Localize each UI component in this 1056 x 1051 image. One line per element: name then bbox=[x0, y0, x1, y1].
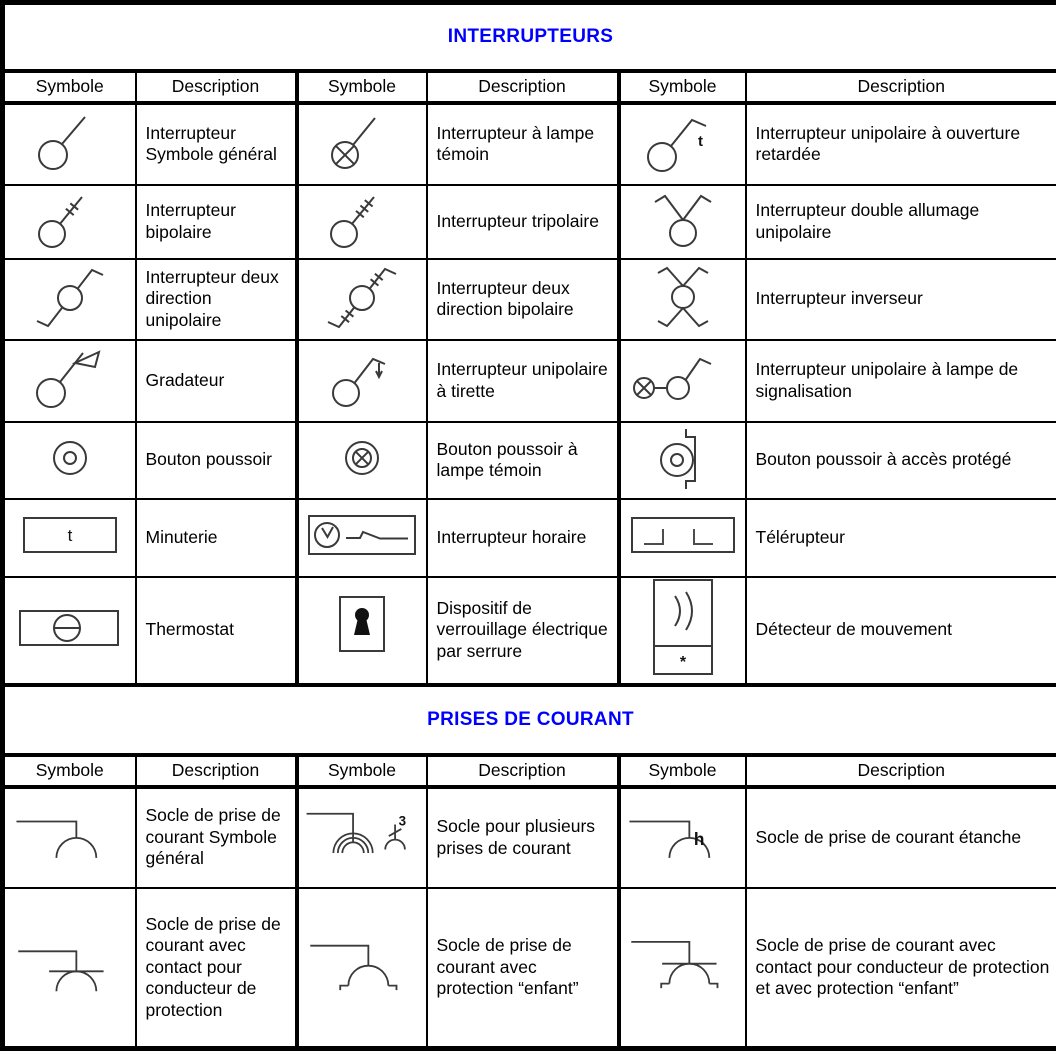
column-header-symbole: Symbole bbox=[619, 755, 746, 787]
push-button-icon bbox=[25, 427, 115, 489]
column-header-description: Description bbox=[427, 71, 619, 103]
description-cell bbox=[746, 577, 1056, 685]
symbol-cell bbox=[619, 888, 746, 1049]
description-text: Interrupteur double allumage unipolaire bbox=[756, 200, 980, 242]
description-cell bbox=[136, 499, 297, 577]
socket-earth-icon bbox=[11, 935, 129, 995]
svg-text:h: h bbox=[693, 829, 704, 849]
description-text: Télérupteur bbox=[756, 527, 846, 547]
symbol-cell bbox=[297, 185, 427, 259]
description-cell bbox=[427, 787, 619, 888]
symbol-cell bbox=[619, 103, 746, 185]
svg-text:3: 3 bbox=[399, 813, 406, 828]
description-text: Dispositif de verrouillage électrique par serrure bbox=[437, 598, 608, 661]
description-text: Socle de prise de courant Symbole général bbox=[146, 805, 281, 868]
svg-text:t: t bbox=[698, 133, 703, 150]
description-text: Gradateur bbox=[146, 370, 225, 390]
table-row bbox=[3, 888, 1056, 1049]
push-button-protected-icon bbox=[635, 423, 731, 493]
description-cell bbox=[427, 422, 619, 499]
dimmer-icon bbox=[15, 341, 125, 415]
description-cell bbox=[136, 888, 297, 1049]
symbol-cell bbox=[619, 259, 746, 340]
description-cell bbox=[746, 422, 1056, 499]
remote-switch-icon bbox=[628, 511, 738, 559]
symbol-cell bbox=[3, 577, 136, 685]
switch-double-unipolar-icon bbox=[635, 186, 731, 252]
symbol-cell bbox=[297, 422, 427, 499]
description-cell bbox=[427, 499, 619, 577]
column-header-symbole: Symbole bbox=[3, 71, 136, 103]
table-row bbox=[3, 499, 1056, 577]
symbol-cell bbox=[297, 499, 427, 577]
description-cell bbox=[136, 340, 297, 422]
column-header-description: Description bbox=[136, 71, 297, 103]
description-text: Interrupteur bipolaire bbox=[146, 200, 236, 242]
description-cell bbox=[746, 259, 1056, 340]
symbol-cell bbox=[3, 422, 136, 499]
description-text: Interrupteur unipolaire à lampe de signalisation bbox=[756, 359, 1019, 401]
column-header-description: Description bbox=[746, 755, 1056, 787]
column-header-description: Description bbox=[427, 755, 619, 787]
column-header-symbole: Symbole bbox=[3, 755, 136, 787]
socket-child-protection-icon bbox=[303, 933, 421, 997]
description-text: Socle de prise de courant avec contact pour conducteur de protection bbox=[146, 914, 281, 1020]
switch-two-way-unipolar-icon bbox=[20, 262, 120, 332]
column-header-symbole: Symbole bbox=[619, 71, 746, 103]
description-text: Détecteur de mouvement bbox=[756, 619, 953, 639]
symbol-cell bbox=[619, 340, 746, 422]
column-header-description: Description bbox=[746, 71, 1056, 103]
symbol-cell bbox=[3, 888, 136, 1049]
description-text: Interrupteur à lampe témoin bbox=[437, 123, 595, 165]
description-cell bbox=[136, 185, 297, 259]
symbol-cell bbox=[619, 499, 746, 577]
description-text: Thermostat bbox=[146, 619, 235, 639]
switch-tripolar-icon bbox=[310, 186, 414, 252]
switch-two-way-bipolar-icon bbox=[310, 260, 414, 334]
socket-multiple-icon bbox=[303, 803, 421, 867]
switch-general-icon bbox=[15, 105, 125, 179]
description-cell bbox=[746, 787, 1056, 888]
description-cell bbox=[746, 340, 1056, 422]
symbol-cell bbox=[619, 577, 746, 685]
table-row bbox=[3, 422, 1056, 499]
push-button-lamp-icon bbox=[317, 427, 407, 489]
section-title-prises: PRISES DE COURANT bbox=[3, 685, 1056, 755]
description-text: Interrupteur deux direction unipolaire bbox=[146, 267, 279, 330]
column-header-description: Description bbox=[136, 755, 297, 787]
symbol-cell bbox=[3, 340, 136, 422]
symbol-cell bbox=[297, 103, 427, 185]
description-cell bbox=[427, 103, 619, 185]
switch-pull-cord-icon bbox=[312, 342, 412, 414]
description-cell bbox=[746, 185, 1056, 259]
description-cell bbox=[427, 259, 619, 340]
description-text: Interrupteur deux direction bipolaire bbox=[437, 278, 574, 320]
symbol-cell bbox=[3, 103, 136, 185]
description-text: Interrupteur unipolaire à ouverture retardée bbox=[756, 123, 1021, 165]
description-text: Bouton poussoir à accès protégé bbox=[756, 449, 1012, 469]
column-header-symbole: Symbole bbox=[297, 755, 427, 787]
description-cell bbox=[136, 103, 297, 185]
switch-delayed-opening-icon bbox=[628, 105, 738, 179]
description-text: Minuterie bbox=[146, 527, 218, 547]
description-cell bbox=[746, 888, 1056, 1049]
description-cell bbox=[427, 340, 619, 422]
description-cell bbox=[136, 577, 297, 685]
description-text: Bouton poussoir bbox=[146, 449, 272, 469]
symbol-cell bbox=[297, 340, 427, 422]
description-cell bbox=[746, 499, 1056, 577]
lock-device-icon bbox=[312, 592, 412, 664]
description-text: Interrupteur unipolaire à tirette bbox=[437, 359, 608, 401]
switch-inverter-icon bbox=[639, 262, 727, 332]
symbol-cell bbox=[619, 185, 746, 259]
table-row bbox=[3, 259, 1056, 340]
symbol-cell bbox=[619, 422, 746, 499]
description-cell bbox=[136, 787, 297, 888]
table-row bbox=[3, 185, 1056, 259]
thermostat-icon bbox=[15, 600, 125, 656]
socket-waterproof-icon bbox=[624, 807, 742, 863]
symbol-cell bbox=[297, 787, 427, 888]
table-row bbox=[3, 787, 1056, 888]
symbol-cell bbox=[619, 787, 746, 888]
description-text: Interrupteur tripolaire bbox=[437, 211, 599, 231]
switch-bipolar-icon bbox=[18, 186, 122, 252]
description-cell bbox=[136, 422, 297, 499]
switch-signal-lamp-icon bbox=[628, 348, 738, 408]
description-text: Socle de prise de courant étanche bbox=[756, 827, 1022, 847]
time-switch-icon bbox=[306, 508, 418, 562]
symbol-cell bbox=[3, 185, 136, 259]
symbol-cell bbox=[297, 888, 427, 1049]
description-text: Interrupteur Symbole général bbox=[146, 123, 277, 165]
motion-detector-icon bbox=[633, 578, 733, 678]
description-text: Socle pour plusieurs prises de courant bbox=[437, 816, 596, 858]
symbol-cell bbox=[297, 259, 427, 340]
description-text: Bouton poussoir à lampe témoin bbox=[437, 439, 578, 481]
switch-indicator-lamp-icon bbox=[307, 105, 417, 179]
description-text: Interrupteur horaire bbox=[437, 527, 587, 547]
table-row bbox=[3, 103, 1056, 185]
svg-text:*: * bbox=[679, 654, 686, 671]
table-row bbox=[3, 577, 1056, 685]
description-cell bbox=[746, 103, 1056, 185]
socket-general-icon bbox=[11, 807, 129, 863]
description-cell bbox=[427, 888, 619, 1049]
symbol-cell bbox=[3, 787, 136, 888]
description-text: Socle de prise de courant avec contact pour conducteur de protection et avec protection “enfant” bbox=[756, 935, 1050, 998]
symbol-cell bbox=[3, 499, 136, 577]
timer-icon bbox=[15, 508, 125, 562]
svg-text:t: t bbox=[67, 526, 72, 545]
socket-earth-child-icon bbox=[624, 931, 742, 998]
symbol-cell bbox=[297, 577, 427, 685]
symbol-cell bbox=[3, 259, 136, 340]
description-cell bbox=[136, 259, 297, 340]
table-row bbox=[3, 340, 1056, 422]
description-cell bbox=[427, 185, 619, 259]
column-header-symbole: Symbole bbox=[297, 71, 427, 103]
description-text: Socle de prise de courant avec protection “enfant” bbox=[437, 935, 579, 998]
description-cell bbox=[427, 577, 619, 685]
description-text: Interrupteur inverseur bbox=[756, 288, 923, 308]
section-title-interrupteurs: INTERRUPTEURS bbox=[3, 3, 1056, 71]
